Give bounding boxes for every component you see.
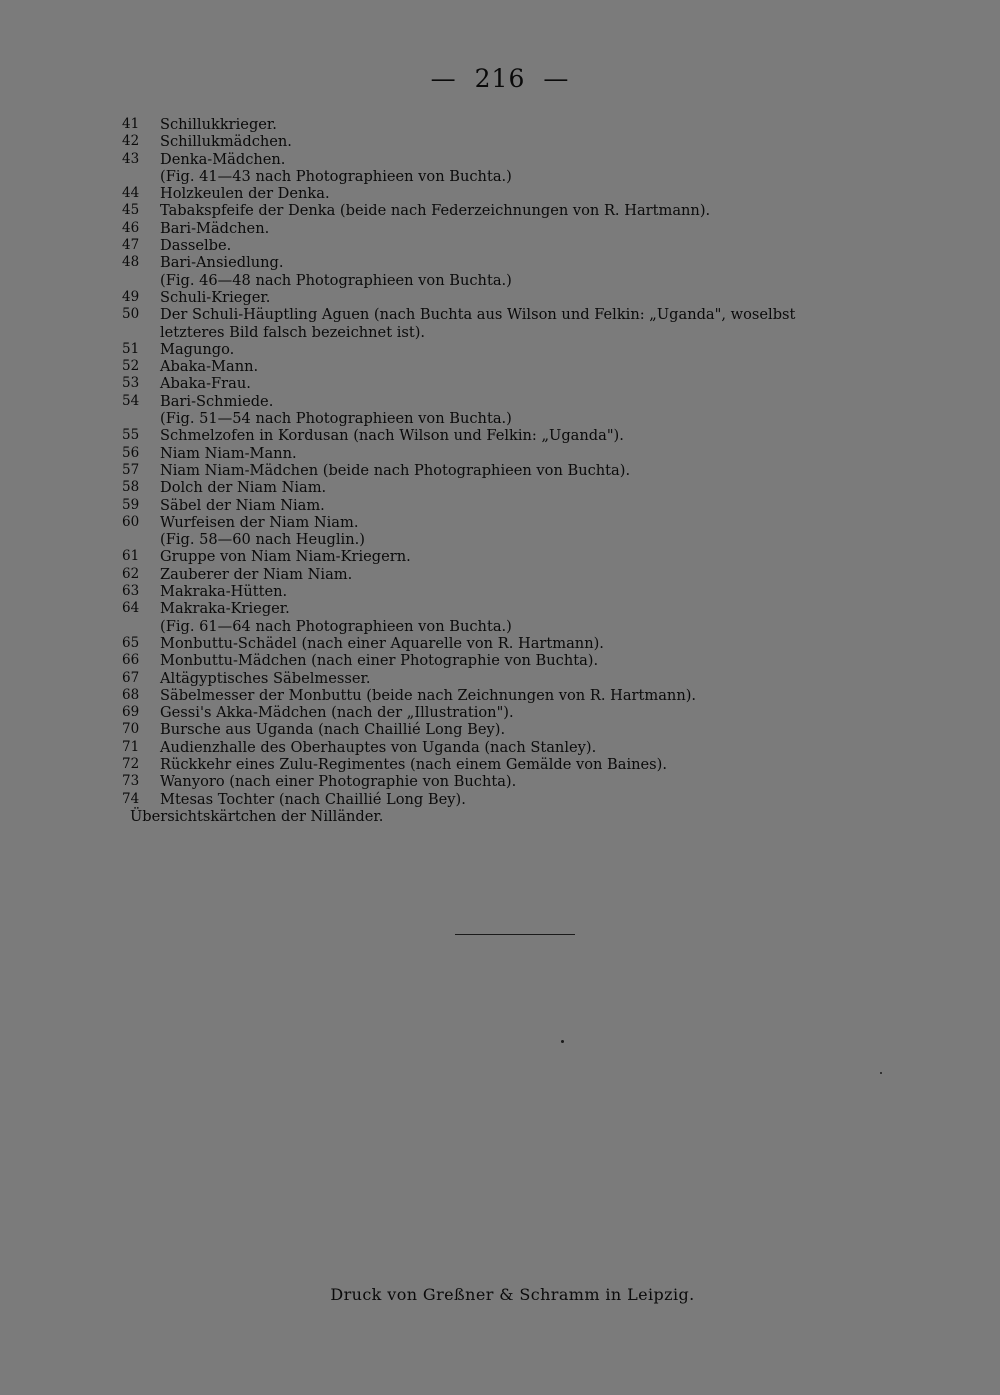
list-item	[122, 721, 912, 738]
item-caption: (Fig. 61—64 nach Photographieen von Buchta.)	[160, 617, 512, 635]
list-item	[122, 497, 912, 514]
item-number: 63	[122, 583, 140, 600]
item-caption: Schuli-Krieger.	[160, 288, 271, 306]
item-caption: Der Schuli-Häuptling Aguen (nach Buchta aus Wilson und Felkin: „Uganda", woselbst	[160, 306, 796, 324]
item-number: 54	[122, 392, 140, 409]
item-number: 50	[122, 306, 140, 323]
list-item-continuation	[122, 168, 912, 185]
item-number: 73	[122, 773, 140, 790]
print-speck	[561, 1040, 564, 1043]
page-number-dash-right: —	[543, 64, 570, 93]
list-item-continuation	[122, 272, 912, 289]
item-caption: (Fig. 51—54 nach Photographieen von Buchta.)	[160, 410, 512, 428]
item-caption: Schillukkrieger.	[160, 116, 277, 133]
item-caption: Wanyoro (nach einer Photographie von Buchta).	[160, 773, 517, 791]
item-caption: Rückkehr eines Zulu-Regimentes (nach einem Gemälde von Baines).	[160, 755, 667, 773]
item-caption: Gruppe von Niam Niam-Kriegern.	[160, 548, 411, 566]
item-number: 62	[122, 565, 140, 582]
item-number: 61	[122, 548, 140, 565]
item-number: 64	[122, 600, 140, 617]
item-caption: Gessi's Akka-Mädchen (nach der „Illustration").	[160, 704, 514, 722]
list-item	[122, 445, 912, 462]
item-number: 47	[122, 237, 140, 254]
item-caption: Dasselbe.	[160, 237, 232, 255]
list-item-continuation	[122, 531, 912, 548]
item-caption: Bursche aus Uganda (nach Chaillié Long Bey).	[160, 721, 506, 739]
item-caption: Monbuttu-Schädel (nach einer Aquarelle von R. Hartmann).	[160, 634, 604, 652]
item-number: 48	[122, 254, 140, 271]
item-number: 51	[122, 340, 140, 357]
list-item	[122, 151, 912, 168]
section-divider	[455, 934, 575, 935]
item-caption: Altägyptisches Säbelmesser.	[160, 669, 371, 687]
closing-line	[122, 808, 912, 825]
list-item	[122, 687, 912, 704]
item-number: 49	[122, 288, 140, 305]
list-item	[122, 652, 912, 669]
item-caption: Niam Niam-Mann.	[160, 444, 297, 462]
list-item	[122, 185, 912, 202]
list-item	[122, 635, 912, 652]
item-caption: (Fig. 46—48 nach Photographieen von Buchta.)	[160, 271, 512, 289]
list-item	[122, 756, 912, 773]
item-number: 69	[122, 704, 140, 721]
item-caption: Bari-Mädchen.	[160, 219, 270, 237]
item-number: 41	[122, 116, 140, 132]
list-item	[122, 600, 912, 617]
list-item	[122, 306, 912, 323]
list-item	[122, 289, 912, 306]
item-caption: Magungo.	[160, 340, 235, 358]
item-number: 56	[122, 444, 140, 461]
item-number: 53	[122, 375, 140, 392]
item-caption: Mtesas Tochter (nach Chaillié Long Bey).	[160, 790, 466, 808]
item-number: 58	[122, 479, 140, 496]
page-number	[0, 64, 1000, 93]
item-number: 72	[122, 755, 140, 772]
list-item	[122, 791, 912, 808]
list-item	[122, 254, 912, 271]
item-number: 68	[122, 686, 140, 703]
item-caption: Makraka-Krieger.	[160, 600, 290, 618]
list-item	[122, 514, 912, 531]
list-item	[122, 237, 912, 254]
item-number: 44	[122, 185, 140, 202]
item-caption: (Fig. 58—60 nach Heuglin.)	[160, 531, 365, 549]
list-item	[122, 393, 912, 410]
page-number-value: 216	[474, 64, 526, 93]
list-item	[122, 133, 912, 150]
list-item	[122, 220, 912, 237]
item-caption: Audienzhalle des Oberhauptes von Uganda (nach Stanley).	[160, 738, 597, 756]
item-caption: Säbelmesser der Monbuttu (beide nach Zeichnungen von R. Hartmann).	[160, 686, 697, 704]
item-caption: Säbel der Niam Niam.	[160, 496, 325, 514]
closing-line-text: Übersichtskärtchen der Nilländer.	[130, 807, 384, 825]
item-caption: (Fig. 41—43 nach Photographieen von Buchta.)	[160, 167, 512, 185]
list-item	[122, 427, 912, 444]
item-number: 55	[122, 427, 140, 444]
list-item	[122, 704, 912, 721]
list-item	[122, 773, 912, 790]
list-item	[122, 358, 912, 375]
item-caption: Dolch der Niam Niam.	[160, 479, 327, 497]
print-speck	[880, 1072, 882, 1074]
item-number: 59	[122, 496, 140, 513]
item-caption: Abaka-Frau.	[160, 375, 251, 393]
item-caption: Zauberer der Niam Niam.	[160, 565, 353, 583]
list-item	[122, 548, 912, 565]
item-caption: Abaka-Mann.	[160, 358, 259, 376]
item-number: 43	[122, 150, 140, 167]
list-item	[122, 566, 912, 583]
list-item	[122, 479, 912, 496]
item-caption: Schmelzofen in Kordusan (nach Wilson und Felkin: „Uganda").	[160, 427, 624, 445]
item-caption: Wurfeisen der Niam Niam.	[160, 513, 359, 531]
page-number-dash-left: —	[430, 64, 457, 93]
list-item	[122, 116, 912, 133]
list-item-continuation	[122, 410, 912, 427]
list-item	[122, 375, 912, 392]
list-item	[122, 341, 912, 358]
item-number: 52	[122, 358, 140, 375]
list-item	[122, 202, 912, 219]
list-item	[122, 583, 912, 600]
item-number: 45	[122, 202, 140, 219]
item-number: 57	[122, 461, 140, 478]
item-number: 71	[122, 738, 140, 755]
list-item	[122, 670, 912, 687]
list-item	[122, 462, 912, 479]
item-caption: Tabakspfeife der Denka (beide nach Federzeichnungen von R. Hartmann).	[160, 202, 711, 220]
illustration-list	[122, 116, 912, 825]
item-caption: Holzkeulen der Denka.	[160, 185, 330, 203]
list-item	[122, 739, 912, 756]
item-caption: Bari-Schmiede.	[160, 392, 274, 410]
list-item-continuation	[122, 324, 912, 341]
printer-imprint: Druck von Greßner & Schramm in Leipzig.	[330, 1285, 695, 1304]
item-caption: Denka-Mädchen.	[160, 150, 286, 168]
item-number: 70	[122, 721, 140, 738]
item-number: 74	[122, 790, 140, 807]
item-number: 42	[122, 133, 140, 150]
item-number: 46	[122, 219, 140, 236]
item-caption: Niam Niam-Mädchen (beide nach Photographieen von Buchta).	[160, 461, 631, 479]
item-number: 66	[122, 652, 140, 669]
item-caption: Makraka-Hütten.	[160, 583, 288, 601]
item-caption: Bari-Ansiedlung.	[160, 254, 284, 272]
item-number: 67	[122, 669, 140, 686]
item-caption: Schillukmädchen.	[160, 133, 292, 151]
item-number: 65	[122, 634, 140, 651]
item-caption: letzteres Bild falsch bezeichnet ist).	[160, 323, 426, 341]
list-item-continuation	[122, 618, 912, 635]
item-number: 60	[122, 513, 140, 530]
item-caption: Monbuttu-Mädchen (nach einer Photographie von Buchta).	[160, 652, 599, 670]
